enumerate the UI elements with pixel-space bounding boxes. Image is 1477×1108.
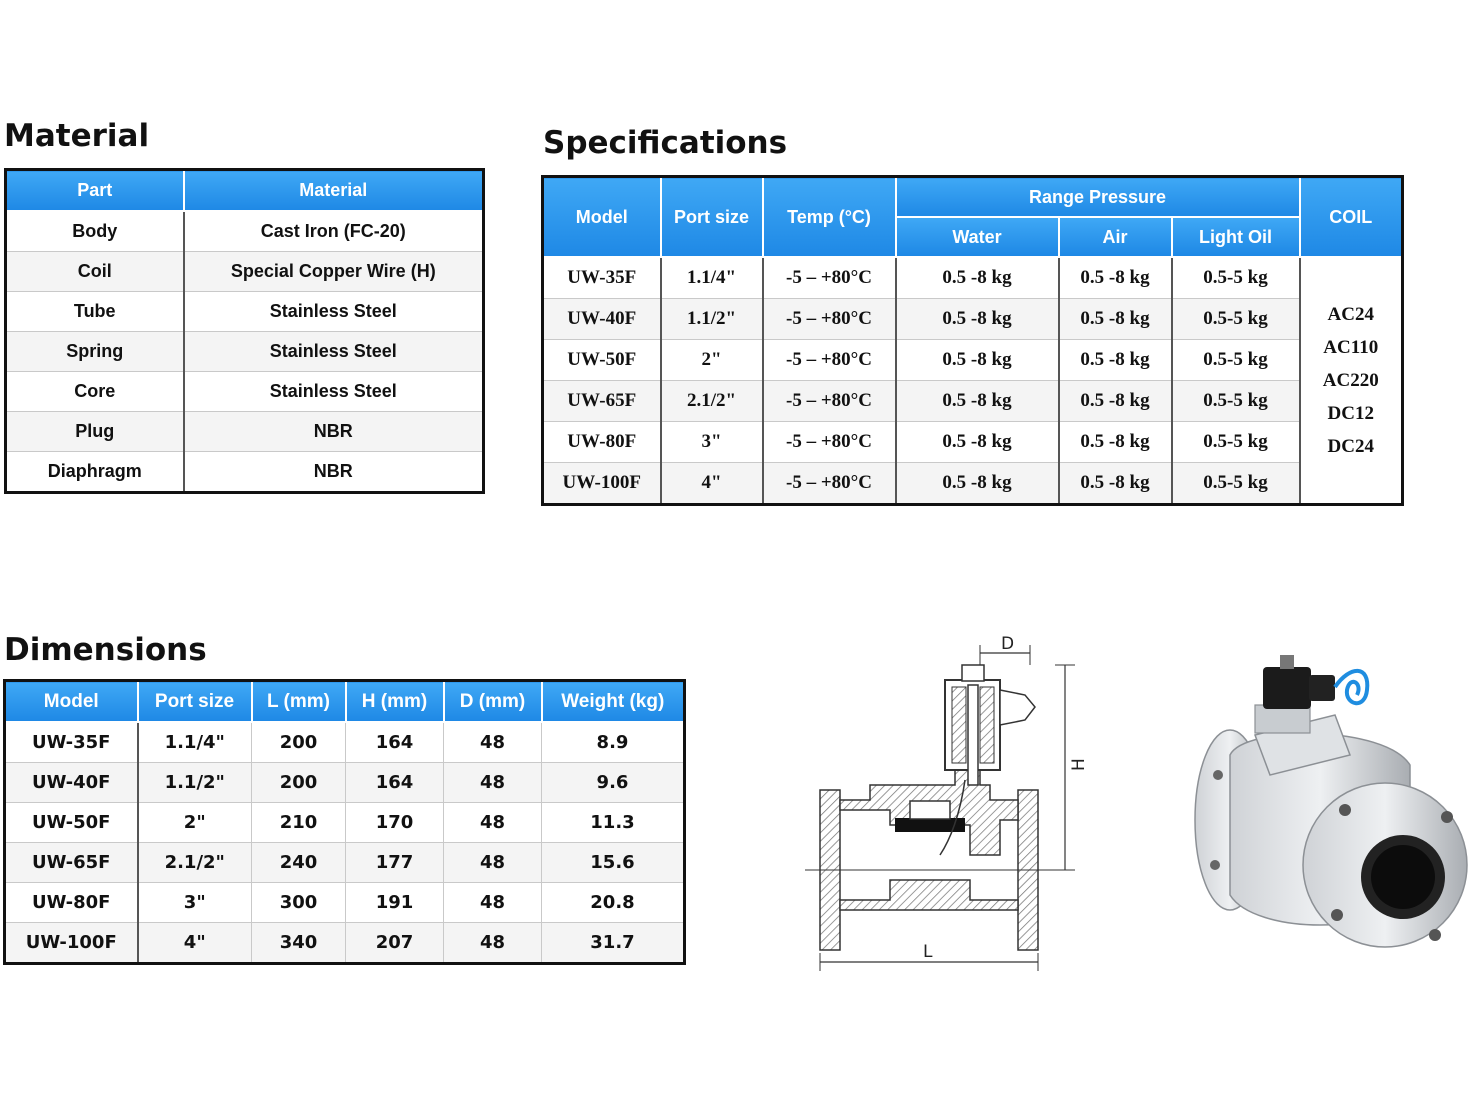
dim-l-cell: 340 — [252, 923, 346, 964]
dim-l-cell: 300 — [252, 883, 346, 923]
material-value-cell: Stainless Steel — [184, 372, 484, 412]
spec-model-cell: UW-100F — [543, 463, 661, 505]
dim-model-cell: UW-65F — [5, 843, 138, 883]
dim-l-cell: 210 — [252, 803, 346, 843]
spec-light-oil-cell: 0.5-5 kg — [1172, 340, 1300, 381]
product-cable — [1335, 671, 1367, 703]
valve-product-image — [1185, 645, 1475, 975]
coil-option: DC12 — [1327, 403, 1374, 424]
dim-row — [5, 923, 685, 964]
dim-weight-cell: 8.9 — [542, 722, 685, 763]
product-coil — [1263, 667, 1311, 709]
material-value-cell: NBR — [184, 452, 484, 493]
spec-air-cell: 0.5 -8 kg — [1059, 257, 1172, 299]
spec-port-size-cell: 1.1/2" — [661, 299, 763, 340]
spec-model-cell: UW-40F — [543, 299, 661, 340]
spec-model-cell: UW-80F — [543, 422, 661, 463]
spec-air-cell: 0.5 -8 kg — [1059, 463, 1172, 505]
plug — [910, 801, 950, 819]
label-d: D — [1001, 634, 1015, 654]
dim-model-cell: UW-40F — [5, 763, 138, 803]
spec-header-coil: COIL — [1300, 177, 1403, 258]
dim-h-cell: 164 — [346, 722, 444, 763]
spec-light-oil-cell: 0.5-5 kg — [1172, 299, 1300, 340]
spec-port-size-cell: 2" — [661, 340, 763, 381]
material-value-cell: Cast Iron (FC-20) — [184, 211, 484, 252]
dim-header-port-size: Port size — [138, 681, 252, 723]
material-row — [6, 372, 484, 412]
product-connector — [1309, 675, 1335, 701]
spec-model-cell: UW-65F — [543, 381, 661, 422]
spec-port-size-cell: 1.1/4" — [661, 257, 763, 299]
material-row — [6, 332, 484, 372]
spec-row — [543, 299, 1403, 340]
dim-l-cell: 200 — [252, 722, 346, 763]
dim-port-size-cell: 2.1/2" — [138, 843, 252, 883]
dim-port-size-cell: 2" — [138, 803, 252, 843]
core-tube — [968, 685, 978, 785]
spec-port-size-cell: 3" — [661, 422, 763, 463]
spec-row — [543, 463, 1403, 505]
dim-header-model: Model — [5, 681, 138, 723]
dim-model-cell: UW-80F — [5, 883, 138, 923]
dim-h-cell: 177 — [346, 843, 444, 883]
material-row — [6, 412, 484, 452]
spec-header-water: Water — [896, 217, 1059, 257]
spec-air-cell: 0.5 -8 kg — [1059, 381, 1172, 422]
material-row — [6, 452, 484, 493]
dim-d-cell: 48 — [444, 763, 542, 803]
connector — [1000, 690, 1035, 725]
dim-port-size-cell: 1.1/2" — [138, 763, 252, 803]
spec-water-cell: 0.5 -8 kg — [896, 381, 1059, 422]
dim-d-cell: 48 — [444, 722, 542, 763]
spec-water-cell: 0.5 -8 kg — [896, 463, 1059, 505]
material-header-part: Part — [6, 170, 184, 212]
spec-temp-cell: -5 – +80°C — [763, 422, 896, 463]
valve-cross-section-drawing — [790, 625, 1100, 980]
spec-light-oil-cell: 0.5-5 kg — [1172, 257, 1300, 299]
spec-temp-cell: -5 – +80°C — [763, 257, 896, 299]
dim-row — [5, 722, 685, 763]
material-part-cell: Diaphragm — [6, 452, 184, 493]
spec-temp-cell: -5 – +80°C — [763, 381, 896, 422]
dim-d-cell: 48 — [444, 883, 542, 923]
spec-header-model: Model — [543, 177, 661, 258]
dim-row — [5, 803, 685, 843]
dim-model-cell: UW-35F — [5, 722, 138, 763]
material-part-cell: Spring — [6, 332, 184, 372]
dim-model-cell: UW-100F — [5, 923, 138, 964]
coil-option: AC110 — [1323, 337, 1379, 358]
spec-air-cell: 0.5 -8 kg — [1059, 340, 1172, 381]
spec-header-air: Air — [1059, 217, 1172, 257]
dimensions-title: Dimensions — [4, 632, 207, 668]
dim-d-cell: 48 — [444, 803, 542, 843]
spec-temp-cell: -5 – +80°C — [763, 463, 896, 505]
dim-port-size-cell: 3" — [138, 883, 252, 923]
dim-l-cell: 200 — [252, 763, 346, 803]
dim-h-cell: 207 — [346, 923, 444, 964]
dim-d-cell: 48 — [444, 923, 542, 964]
spec-water-cell: 0.5 -8 kg — [896, 422, 1059, 463]
specifications-title: Specifications — [543, 125, 788, 161]
dim-h-cell: 191 — [346, 883, 444, 923]
spec-header-range-pressure: Range Pressure — [896, 177, 1300, 218]
dim-weight-cell: 31.7 — [542, 923, 685, 964]
spec-header-light-oil: Light Oil — [1172, 217, 1300, 257]
material-title: Material — [4, 118, 150, 154]
spec-row — [543, 340, 1403, 381]
spec-light-oil-cell: 0.5-5 kg — [1172, 463, 1300, 505]
material-row — [6, 252, 484, 292]
dim-weight-cell: 11.3 — [542, 803, 685, 843]
dim-l-cell: 240 — [252, 843, 346, 883]
dim-d-cell: 48 — [444, 843, 542, 883]
material-value-cell: Stainless Steel — [184, 332, 484, 372]
material-header-material: Material — [184, 170, 484, 212]
dim-weight-cell: 9.6 — [542, 763, 685, 803]
dim-port-size-cell: 1.1/4" — [138, 722, 252, 763]
dim-header-l: L (mm) — [252, 681, 346, 723]
spec-port-size-cell: 4" — [661, 463, 763, 505]
spec-air-cell: 0.5 -8 kg — [1059, 422, 1172, 463]
material-table — [4, 168, 485, 494]
dim-header-h: H (mm) — [346, 681, 444, 723]
dimensions-table — [3, 679, 686, 965]
dim-header-d: D (mm) — [444, 681, 542, 723]
spec-temp-cell: -5 – +80°C — [763, 340, 896, 381]
spec-port-size-cell: 2.1/2" — [661, 381, 763, 422]
label-h: H — [1069, 758, 1089, 771]
material-value-cell: Stainless Steel — [184, 292, 484, 332]
spec-temp-cell: -5 – +80°C — [763, 299, 896, 340]
label-l: L — [923, 942, 933, 962]
spec-water-cell: 0.5 -8 kg — [896, 340, 1059, 381]
coil-option: AC24 — [1327, 304, 1374, 325]
spec-light-oil-cell: 0.5-5 kg — [1172, 422, 1300, 463]
dim-row — [5, 843, 685, 883]
dim-model-cell: UW-50F — [5, 803, 138, 843]
material-value-cell: NBR — [184, 412, 484, 452]
spec-model-cell: UW-35F — [543, 257, 661, 299]
dim-h-cell: 164 — [346, 763, 444, 803]
spec-header-port-size: Port size — [661, 177, 763, 258]
material-row — [6, 292, 484, 332]
coil-option: AC220 — [1322, 370, 1379, 391]
dim-h-cell: 170 — [346, 803, 444, 843]
dim-port-size-cell: 4" — [138, 923, 252, 964]
spec-air-cell: 0.5 -8 kg — [1059, 299, 1172, 340]
material-part-cell: Body — [6, 211, 184, 252]
material-part-cell: Plug — [6, 412, 184, 452]
material-row — [6, 211, 484, 252]
spec-light-oil-cell: 0.5-5 kg — [1172, 381, 1300, 422]
material-value-cell: Special Copper Wire (H) — [184, 252, 484, 292]
spec-water-cell: 0.5 -8 kg — [896, 257, 1059, 299]
spec-row — [543, 422, 1403, 463]
dim-row — [5, 883, 685, 923]
coil-option: DC24 — [1327, 436, 1374, 457]
spec-row — [543, 257, 1403, 299]
specifications-table — [541, 175, 1404, 506]
material-part-cell: Tube — [6, 292, 184, 332]
material-part-cell: Coil — [6, 252, 184, 292]
spec-model-cell: UW-50F — [543, 340, 661, 381]
spec-header-temp: Temp (°C) — [763, 177, 896, 258]
dim-weight-cell: 15.6 — [542, 843, 685, 883]
material-part-cell: Core — [6, 372, 184, 412]
spec-coil-cell — [1300, 257, 1403, 505]
dim-weight-cell: 20.8 — [542, 883, 685, 923]
dim-header-weight: Weight (kg) — [542, 681, 685, 723]
spec-row — [543, 381, 1403, 422]
valve-body-lower — [840, 880, 1018, 910]
dim-row — [5, 763, 685, 803]
spec-water-cell: 0.5 -8 kg — [896, 299, 1059, 340]
